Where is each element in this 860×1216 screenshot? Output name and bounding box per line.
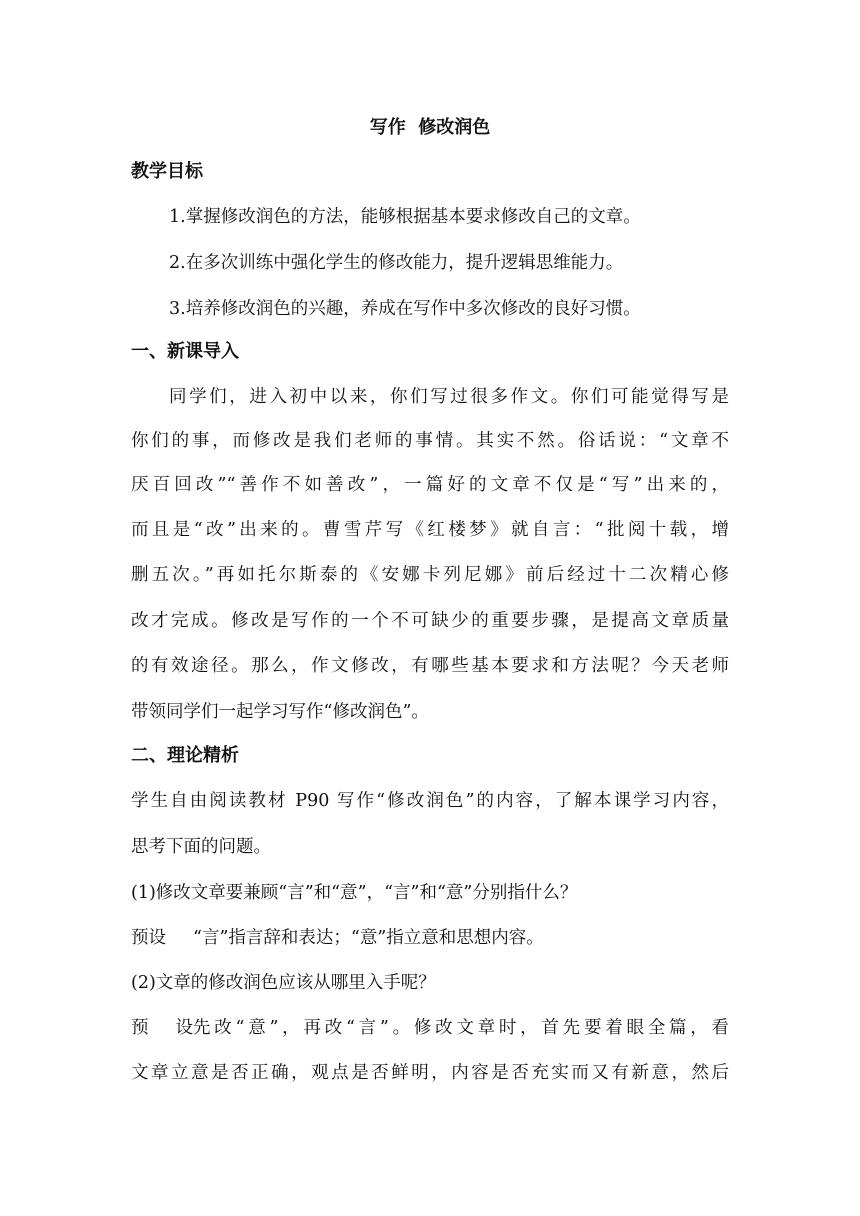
document-title: 写作 修改润色	[369, 117, 491, 138]
paragraph-line: 改才完成。修改是写作的一个不可缺少的重要步骤，是提高文章质量	[131, 611, 729, 631]
paragraph-line: 思考下面的问题。	[131, 837, 271, 857]
section2-heading: 二、理论精析	[131, 745, 239, 766]
paragraph-line: 厌百回改”“善作不如善改”，一篇好的文章不仅是“写”出来的，	[131, 475, 729, 495]
objective-item-1: 1.掌握修改润色的方法，能够根据基本要求修改自己的文章。	[169, 207, 641, 227]
preset-text: 先改“意”，再改“言”。修改文章时，首先要着眼全篇，看	[193, 1018, 729, 1038]
paragraph-line: 而且是“改”出来的。曹雪芹写《红楼梦》就自言：“批阅十载，增	[131, 520, 729, 540]
objective-item-2: 2.在多次训练中强化学生的修改能力，提升逻辑思维能力。	[169, 253, 624, 273]
paragraph-line: 带领同学们一起学习写作“修改润色”。	[131, 702, 429, 722]
paragraph-line: 文章立意是否正确，观点是否鲜明，内容是否充实而又有新意，然后	[131, 1063, 729, 1083]
section1-heading: 一、新课导入	[131, 341, 239, 362]
paragraph-line: 学生自由阅读教材 P90 写作“修改润色”的内容，了解本课学习内容，	[131, 791, 729, 811]
paragraph-line: 的有效途径。那么，作文修改，有哪些基本要求和方法呢？今天老师	[131, 656, 729, 676]
preset-label: 预设	[131, 928, 166, 948]
paragraph-line: 删五次。”再如托尔斯泰的《安娜卡列尼娜》前后经过十二次精心修	[131, 565, 729, 585]
answer-1	[131, 925, 544, 951]
paragraph-line: 同学们，进入初中以来，你们写过很多作文。你们可能觉得写是	[169, 387, 729, 407]
question-2: (2)文章的修改润色应该从哪里入手呢？	[131, 973, 436, 993]
preset-text: “言”指言辞和表达；“意”指立意和思想内容。	[193, 928, 544, 948]
preset-label: 预设	[131, 1018, 193, 1038]
paragraph-line: 你们的事，而修改是我们老师的事情。其实不然。俗话说：“文章不	[131, 431, 729, 451]
objective-item-3: 3.培养修改润色的兴趣，养成在写作中多次修改的良好习惯。	[169, 299, 641, 319]
answer-2	[131, 1015, 729, 1041]
question-1: (1)修改文章要兼顾“言”和“意”，“言”和“意”分别指什么？	[131, 883, 578, 903]
objectives-heading: 教学目标	[131, 161, 203, 182]
